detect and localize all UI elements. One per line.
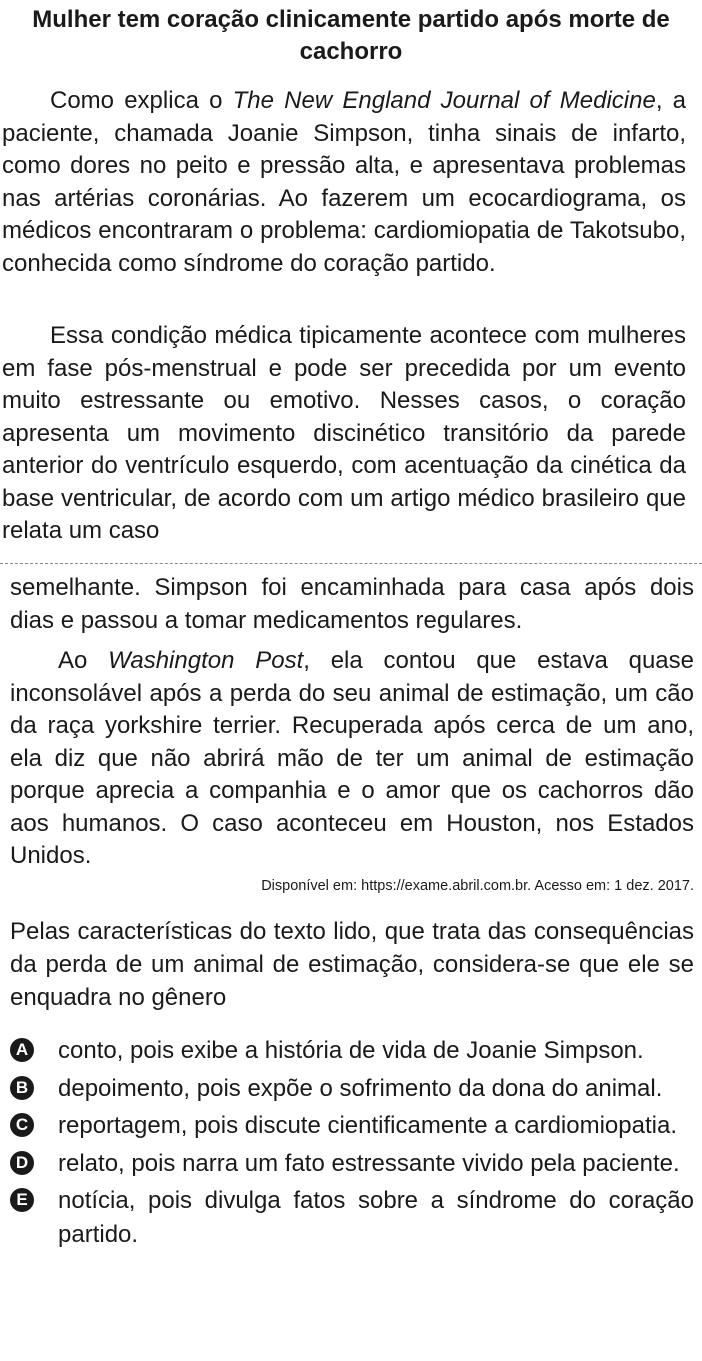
option-c[interactable] (10, 1109, 694, 1143)
option-a-text: conto, pois exibe a história de vida de Joanie Simpson. (58, 1037, 644, 1064)
newspaper-name: Washington Post (108, 647, 304, 674)
paragraph-3-body: , ela contou que estava quase inconsolável após a perda do seu animal de estimação, um cão da raça yorkshire terrier. Recuperada após cerca de um ano, ela diz que não abrirá mão de ter um animal de estimação porque aprecia a companhia e o amor que os cachorros dão aos humanos. O caso aconteceu em Houston, nos Estados Unidos. (10, 647, 695, 869)
paragraph-3 (10, 645, 694, 873)
option-d-text: relato, pois narra um fato estressante vivido pela paciente. (58, 1149, 680, 1177)
option-a-letter: A (10, 1038, 34, 1062)
paragraph-1-body: , a paciente, chamada Joanie Simpson, tinha sinais de infarto, como dores no peito e pressão alta, e apresentava problemas nas artérias coronárias. Ao fazerem um ecocardiograma, os médicos encontraram o problema: cardiomiopatia de Takotsubo, conhecida como síndrome do coração partido. (2, 87, 687, 277)
option-b-text: depoimento, pois expõe o sofrimento da dona do animal. (58, 1074, 663, 1102)
option-a[interactable] (10, 1034, 694, 1068)
source-citation: Disponível em: https://exame.abril.com.br. Acesso em: 1 dez. 2017. (261, 878, 694, 894)
paragraph-1 (2, 85, 686, 280)
option-e-text: notícia, pois divulga fatos sobre a síndrome do coração partido. (58, 1187, 694, 1248)
option-d-letter: D (10, 1151, 34, 1175)
option-c-letter: C (10, 1113, 34, 1137)
paragraph-3-lead: Ao (58, 647, 109, 674)
journal-name: The New England Journal of Medicine (232, 87, 656, 114)
paragraph-2-continuation: semelhante. Simpson foi encaminhada para casa após dois dias e passou a tomar medicamentos regulares. (10, 574, 694, 634)
question-stem: Pelas características do texto lido, que trata das consequências da perda de um animal de estimação, considera-se que ele se enquadra no gênero (10, 918, 694, 1011)
option-d[interactable] (10, 1147, 694, 1181)
article-title: Mulher tem coração clinicamente partido após morte de cachorro (32, 6, 670, 65)
option-e-letter: E (10, 1188, 34, 1212)
option-b-letter: B (10, 1076, 34, 1100)
option-e[interactable] (10, 1184, 694, 1252)
option-b[interactable] (10, 1072, 694, 1106)
option-c-text: reportagem, pois discute cientificamente a cardiomiopatia. (58, 1112, 677, 1139)
paragraph-1-lead: Como explica o (50, 87, 233, 114)
paragraph-2-top: Essa condição médica tipicamente acontece com mulheres em fase pós-menstrual e pode ser precedida por um evento muito estressante ou emotivo. Nesses casos, o coração apresenta um movimento discinético transitório da parede anterior do ventrículo esquerdo, com acentuação da cinética da base ventricular, de acordo com um artigo médico brasileiro que relata um caso (2, 322, 686, 544)
answer-options (10, 1034, 694, 1256)
page-cut-divider (0, 563, 702, 564)
